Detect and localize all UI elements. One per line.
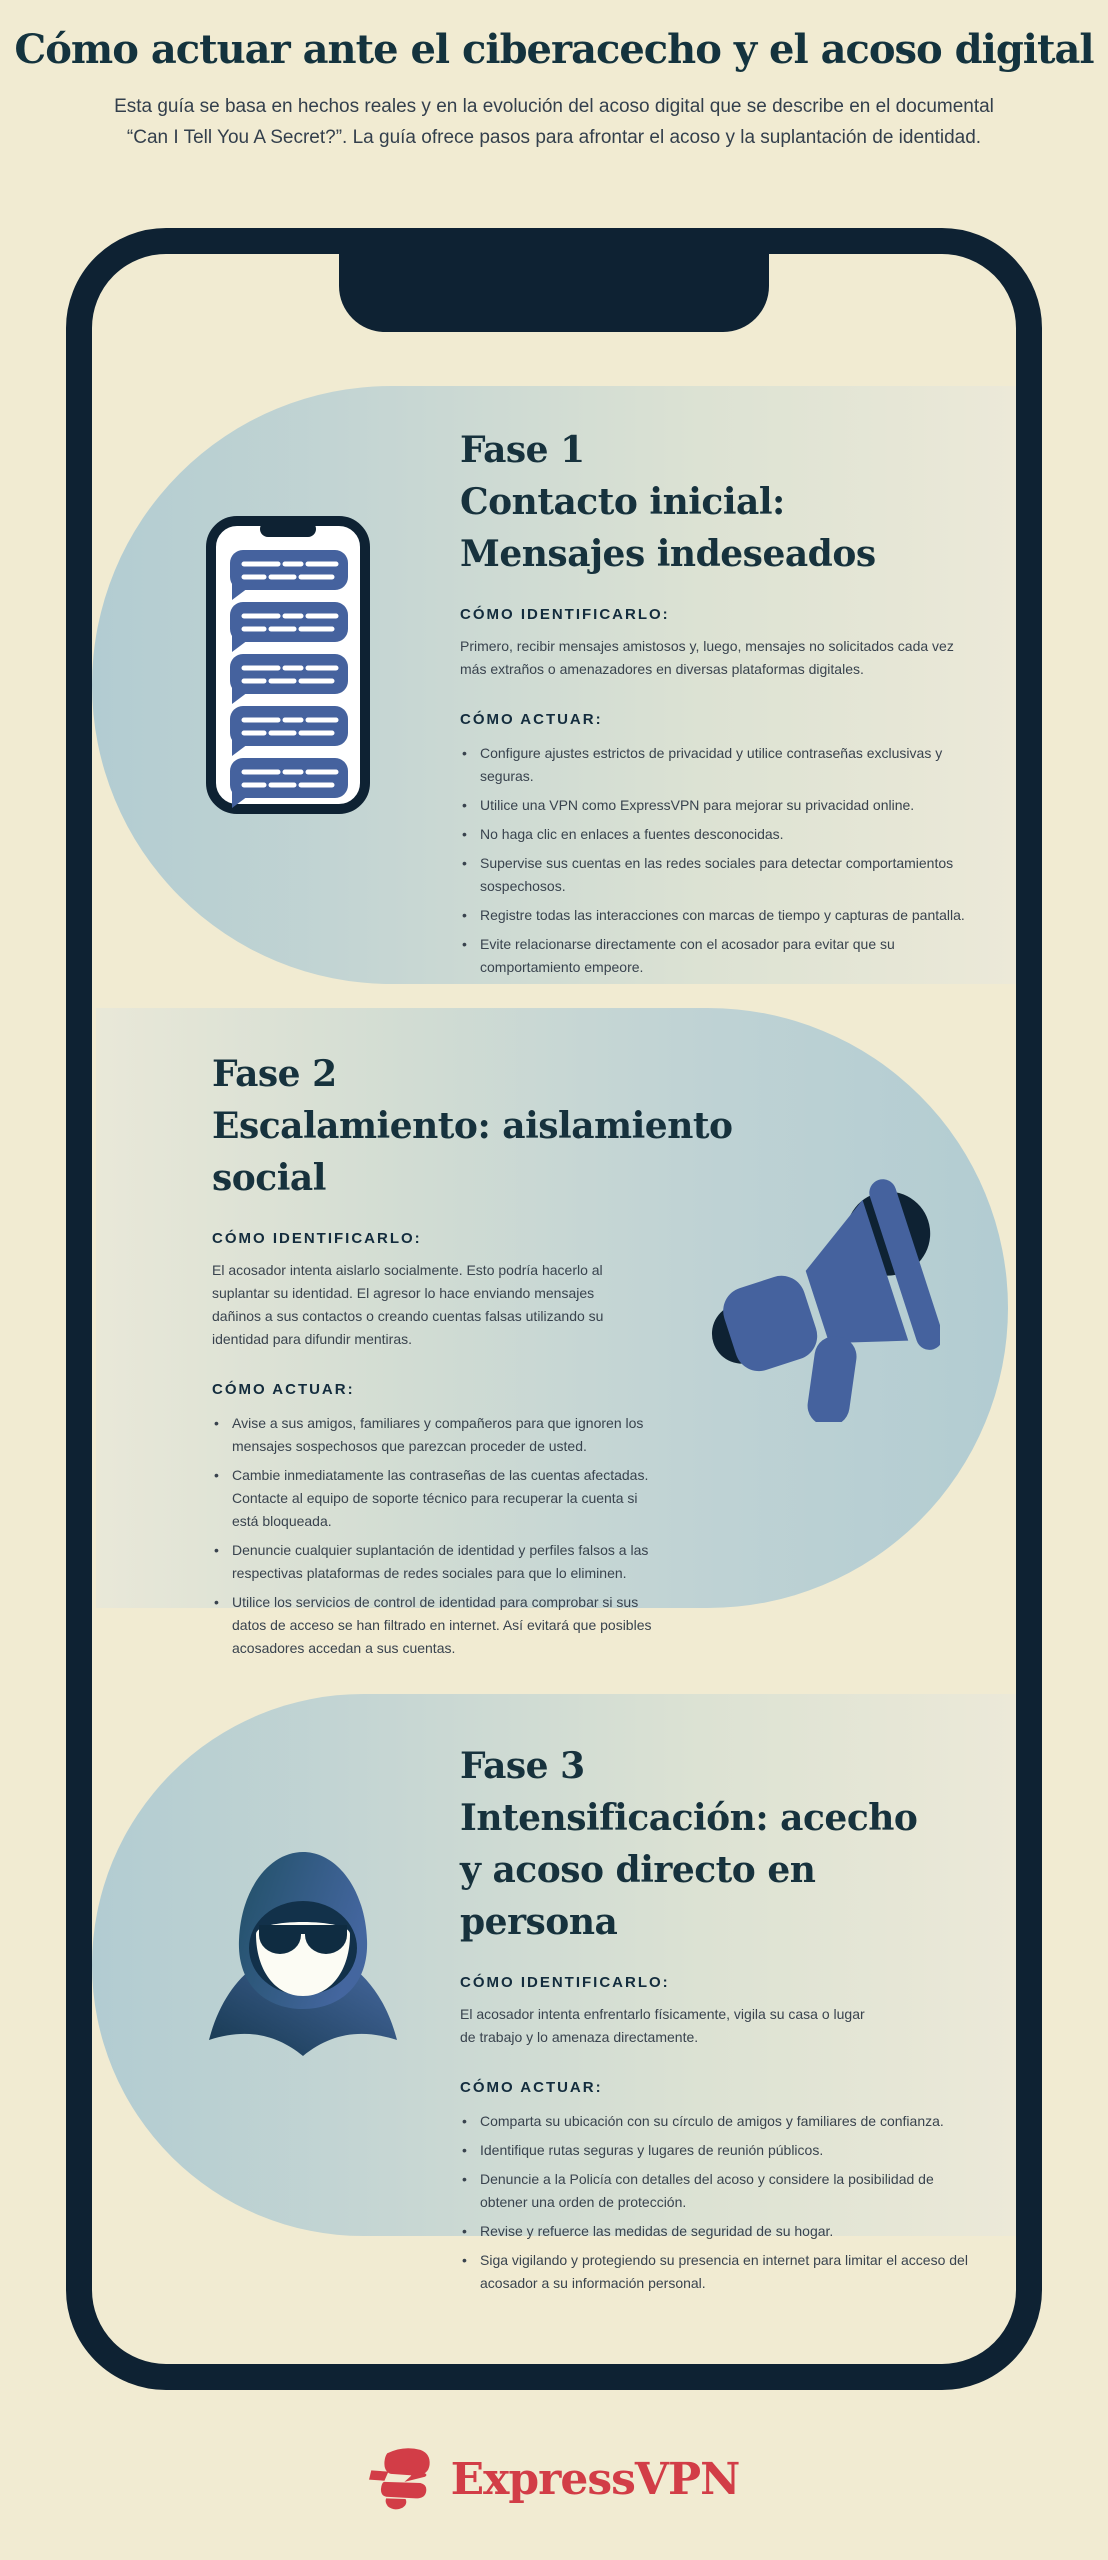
action-item: • Cambie inmediatamente las contraseñas de las cuentas afectadas. Contacte al equipo de soporte técnico para recuperar la cuenta si está bloqueada.	[212, 1464, 657, 1533]
subtitle-line: “Can I Tell You A Secret?”. La guía ofrece pasos para afrontar el acoso y la suplantación de identidad.	[126, 126, 982, 148]
action-item: • Revise y refuerce las medidas de seguridad de su hogar.	[460, 2220, 970, 2243]
phone-notch	[339, 244, 769, 332]
action-item: • Avise a sus amigos, familiares y compañeros para que ignoren los mensajes sospechosos que parezcan proceder de usted.	[212, 1412, 657, 1458]
identify-text: El acosador intenta aislarlo socialmente. Esto podría hacerlo al suplantar su identidad. El agresor lo hace enviando mensajes dañinos a sus contactos o creando cuentas falsas utilizando su identidad para difundir mentiras.	[212, 1262, 604, 1347]
action-item: • Registre todas las interacciones con marcas de tiempo y capturas de pantalla.	[460, 904, 970, 927]
phase-title-line: y acoso directo en persona	[460, 1849, 816, 1943]
expressvpn-logo-icon	[369, 2442, 433, 2516]
act-label: CÓMO ACTUAR:	[460, 711, 603, 728]
action-item: • Siga vigilando y protegiendo su presencia en internet para limitar el acceso del acosador a su información personal.	[460, 2249, 970, 2295]
phase-title-line: Intensificación: acecho	[460, 1797, 918, 1839]
act-label: CÓMO ACTUAR:	[460, 2079, 603, 2096]
phase-number: Fase 1	[460, 429, 585, 471]
subtitle-line: Esta guía se basa en hechos reales y en la evolución del acoso digital que se describe en el documental	[114, 96, 994, 117]
page-title: Cómo actuar ante el ciberacecho y el acoso digital	[14, 26, 1094, 73]
phase-title-line: Escalamiento: aislamiento social	[212, 1105, 733, 1199]
action-item: • Utilice una VPN como ExpressVPN para mejorar su privacidad online.	[460, 794, 970, 817]
action-item: • Utilice los servicios de control de identidad para comprobar si sus datos de acceso se han filtrado en internet. Así evitará que posibles acosadores accedan a sus cuentas.	[212, 1591, 657, 1660]
brand-wordmark: ExpressVPN	[450, 2453, 740, 2505]
footer-brand	[0, 2442, 1108, 2516]
action-item: • Supervise sus cuentas en las redes sociales para detectar comportamientos sospechosos.	[460, 852, 970, 898]
identify-label: CÓMO IDENTIFICARLO:	[212, 1230, 422, 1247]
phase-title-line: Contacto inicial:	[460, 481, 785, 523]
identify-label: CÓMO IDENTIFICARLO:	[460, 1974, 670, 1991]
action-item: • Denuncie cualquier suplantación de identidad y perfiles falsos a las respectivas plataformas de redes sociales para que lo eliminen.	[212, 1539, 657, 1585]
phone-frame	[66, 228, 1042, 2390]
action-item: • Denuncie a la Policía con detalles del acoso y considere la posibilidad de obtener una orden de protección.	[460, 2168, 970, 2214]
act-label: CÓMO ACTUAR:	[212, 1381, 355, 1398]
action-item: • Configure ajustes estrictos de privacidad y utilice contraseñas exclusivas y seguras.	[460, 742, 970, 788]
identify-text: El acosador intenta enfrentarlo físicamente, vigila su casa o lugar de trabajo y lo amenaza directamente.	[460, 2006, 865, 2045]
action-item: • Identifique rutas seguras y lugares de reunión públicos.	[460, 2139, 970, 2162]
phase-number: Fase 2	[212, 1053, 337, 1095]
action-item: • Evite relacionarse directamente con el acosador para evitar que su comportamiento empeore.	[460, 933, 970, 979]
action-item: • No haga clic en enlaces a fuentes desconocidas.	[460, 823, 970, 846]
action-item: • Comparta su ubicación con su círculo de amigos y familiares de confianza.	[460, 2110, 970, 2133]
identify-label: CÓMO IDENTIFICARLO:	[460, 606, 670, 623]
identify-text: Primero, recibir mensajes amistosos y, luego, mensajes no solicitados cada vez más extraños o amenazadores en diversas plataformas digitales.	[460, 638, 954, 677]
phase-number: Fase 3	[460, 1745, 585, 1787]
phase-title-line: Mensajes indeseados	[460, 533, 876, 575]
page-subtitle	[0, 92, 1108, 154]
